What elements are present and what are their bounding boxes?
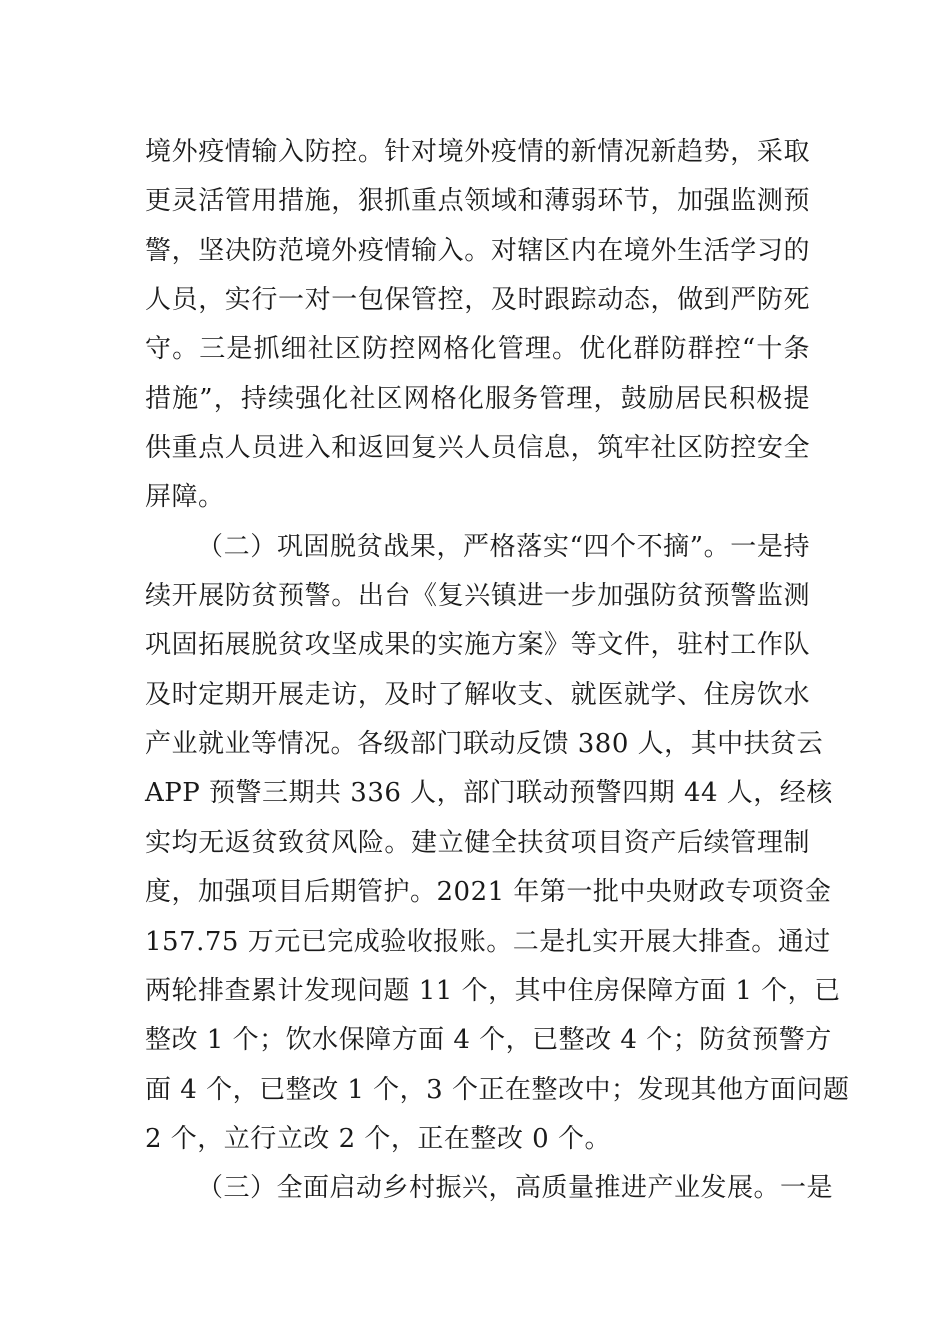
text-line: 措施”，持续强化社区网格化服务管理，鼓励居民积极提 [145,383,810,414]
text-line: 守。三是抓细社区防控网格化管理。优化群防群控“十条 [145,334,810,365]
text-line: 境外疫情输入防控。针对境外疫情的新情况新趋势，采取 [145,137,810,167]
text-line: 面 4 个，已整改 1 个，3 个正在整改中；发现其他方面问题 [145,1074,850,1105]
text-line: 人员，实行一对一包保管控，及时跟踪动态，做到严防死 [145,285,810,316]
text-line: 实均无返贫致贫风险。建立健全扶贫项目资产后续管理制 [145,827,810,858]
body-text [145,128,850,1214]
text-line: 更灵活管用措施，狠抓重点领域和薄弱环节，加强监测预 [145,186,810,217]
text-line: 巩固拓展脱贫攻坚成果的实施方案》等文件，驻村工作队 [145,630,810,661]
text-line: 2 个，立行立改 2 个，正在整改 0 个。 [145,1123,611,1154]
text-line: 整改 1 个；饮水保障方面 4 个，已整改 4 个；防贫预警方 [145,1025,832,1056]
text-line: 产业就业等情况。各级部门联动反馈 380 人，其中扶贫云 [145,729,824,760]
text-line: 157.75 万元已完成验收报账。二是扎实开展大排查。通过 [145,926,831,957]
text-line: 供重点人员进入和返回复兴人员信息，筑牢社区防控安全 [145,433,810,464]
text-line: 度，加强项目后期管护。2021 年第一批中央财政专项资金 [145,877,832,908]
paragraph-heading-2: （二）巩固脱贫战果，严格落实“四个不摘”。一是持 [197,531,810,562]
text-line: APP 预警三期共 336 人，部门联动预警四期 44 人，经核 [145,778,833,809]
text-line: 及时定期开展走访，及时了解收支、就医就学、住房饮水 [145,679,810,710]
text-line: 屏障。 [145,482,225,513]
text-line: 两轮排查累计发现问题 11 个，其中住房保障方面 1 个，已 [145,975,841,1006]
text-line: 警，坚决防范境外疫情输入。对辖区内在境外生活学习的 [145,235,810,266]
text-line: 续开展防贫预警。出台《复兴镇进一步加强防贫预警监测 [145,581,810,612]
paragraph-heading-3: （三）全面启动乡村振兴，高质量推进产业发展。一是 [197,1173,834,1204]
